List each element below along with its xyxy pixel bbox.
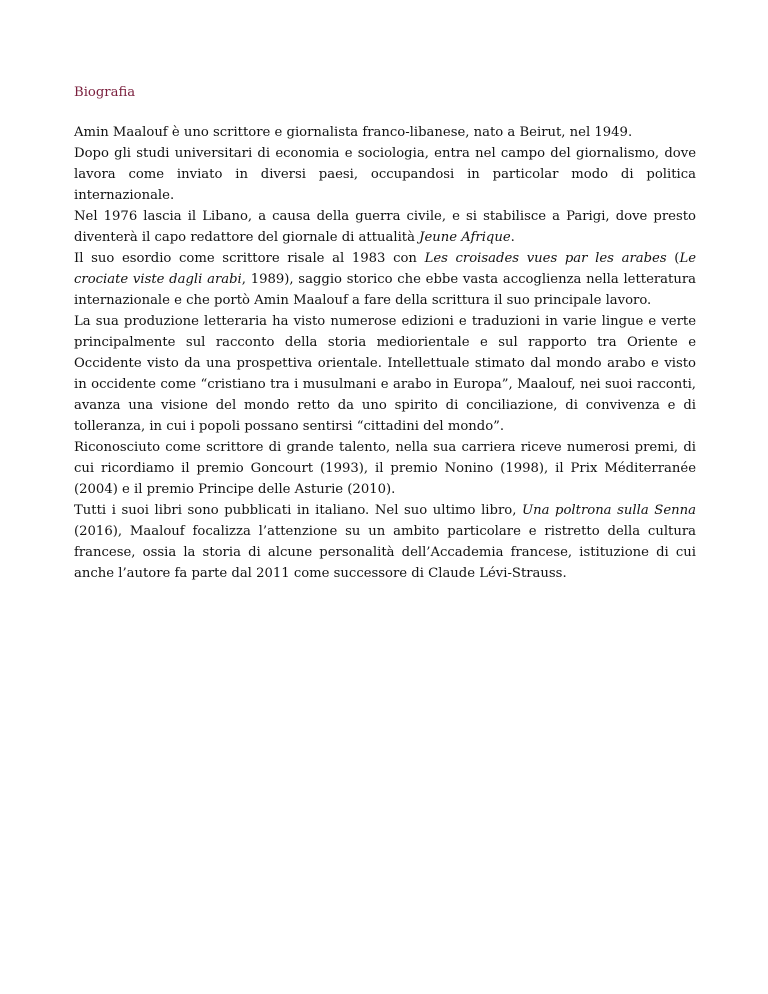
book-title-italian: Le crociate viste dagli arabi: [74, 251, 697, 287]
paragraph-debut-paren: (: [666, 251, 680, 266]
journal-title: Jeune Afrique: [419, 230, 511, 245]
paragraph-books: [74, 500, 696, 584]
paragraph-debut-end: , 1989), saggio storico che ebbe vasta accoglienza nella letteratura internazionale e che portò Amin Maalouf a fare della scrittura il suo principale lavoro.: [74, 272, 697, 308]
paragraph-books-text: Tutti i suoi libri sono pubblicati in italiano. Nel suo ultimo libro,: [74, 503, 522, 518]
paragraph-intro-text: è uno scrittore e giornalista franco-libanese, nato a Beirut, nel 1949.: [167, 125, 633, 140]
document-page: [74, 82, 696, 584]
paragraph-awards: Riconosciuto come scrittore di grande talento, nella sua carriera riceve numerosi premi, di cui ricordiamo il premio Goncourt (1993), il premio Nonino (1998), il Prix Méditerranée (2004) e il premio Principe delle Asturie (2010).: [74, 440, 696, 497]
paragraph-debut-text: Il suo esordio come scrittore risale al 1983 con: [74, 251, 425, 266]
paragraph-paris-end: .: [510, 230, 515, 245]
paragraph-paris-text: Nel 1976 lascia il Libano, a causa della guerra civile, e si stabilisce a Parigi, dove presto diventerà il capo redattore del giornale di attualità: [74, 209, 696, 245]
paragraph-books-end: (2016), Maalouf focalizza l’attenzione su un ambito particolare e ristretto della cultura francese, ossia la storia di alcune personalità dell’Accademia francese, istituzione di cui anche l’autore fa parte dal 2011 come successore di Claude Lévi-Strauss.: [74, 524, 696, 581]
paragraph-paris: [74, 206, 696, 248]
author-name: Amin Maalouf: [74, 125, 168, 140]
section-heading: Biografia: [74, 85, 136, 100]
paragraph-production: La sua produzione letteraria ha visto numerose edizioni e traduzioni in varie lingue e verte principalmente sul racconto della storia mediorientale e sul rapporto tra Oriente e Occidente visto da una prospettiva orientale. Intellettuale stimato dal mondo arabo e visto in occidente come “cristiano tra i musulmani e arabo in Europa”, Maalouf, nei suoi racconti, avanza una visione del mondo retto da uno spirito di conciliazione, di convivenza e di tolleranza, in cui i popoli possano sentirsi “cittadini del mondo”.: [74, 314, 696, 434]
latest-book-title: Una poltrona sulla Senna: [521, 503, 696, 518]
book-title-french: Les croisades vues par les arabes: [424, 251, 667, 266]
paragraph-studies: Dopo gli studi universitari di economia e sociologia, entra nel campo del giornalismo, dove lavora come inviato in diversi paesi, occupandosi in particolar modo di politica internazionale.: [74, 146, 696, 203]
paragraph-intro: [74, 122, 696, 143]
paragraph-debut: [74, 248, 696, 311]
